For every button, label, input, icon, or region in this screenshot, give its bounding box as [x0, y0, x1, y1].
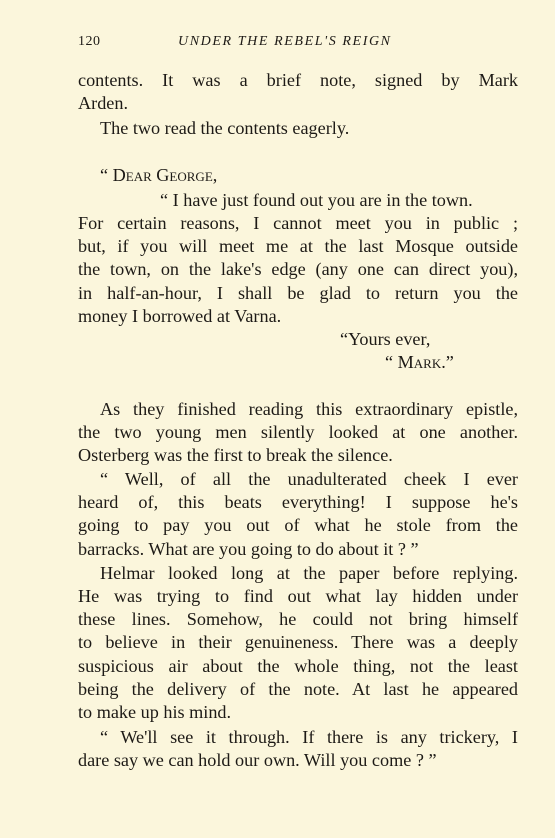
text-line: going to pay you out of what he stole from the — [78, 515, 518, 535]
text-line: these lines. Somehow, he could not bring himself — [78, 609, 518, 629]
page-header — [78, 34, 518, 56]
letter-signature: “ Mark.” — [385, 352, 454, 372]
page-number: 120 — [78, 34, 101, 49]
text-line: barracks. What are you going to do about it ? ” — [78, 539, 419, 559]
text-line: “ I have just found out you are in the town. — [160, 190, 473, 210]
text-line: but, if you will meet me at the last Mosque outside — [78, 236, 518, 256]
text-line: to believe in their genuineness. There was a deeply — [78, 632, 518, 652]
text-line: “ Well, of all the unadulterated cheek I ever — [100, 469, 518, 489]
text-line: Helmar looked long at the paper before replying. — [100, 563, 518, 583]
text-line: Arden. — [78, 93, 128, 113]
text-line: He was trying to find out what lay hidden under — [78, 586, 518, 606]
letter-closing: “Yours ever, — [340, 329, 431, 349]
text-line: the two young men silently looked at one another. — [78, 422, 518, 442]
text-line: contents. It was a brief note, signed by Mark — [78, 70, 518, 90]
text-line: suspicious air about the whole thing, not the least — [78, 656, 518, 676]
text-line: Osterberg was the first to break the silence. — [78, 445, 393, 465]
text-line: The two read the contents eagerly. — [100, 118, 350, 138]
text-line: For certain reasons, I cannot meet you in public ; — [78, 213, 518, 233]
text-line: being the delivery of the note. At last he appeared — [78, 679, 518, 699]
text-line: to make up his mind. — [78, 702, 232, 722]
text-line: heard of, this beats everything! I suppose he's — [78, 492, 518, 512]
text-line: “ We'll see it through. If there is any trickery, I — [100, 727, 518, 747]
text-line: As they finished reading this extraordinary epistle, — [100, 399, 518, 419]
text-line: money I borrowed at Varna. — [78, 306, 282, 326]
letter-salutation: “ Dear George, — [100, 165, 218, 185]
text-line: in half-an-hour, I shall be glad to return you the — [78, 283, 518, 303]
text-line: the town, on the lake's edge (any one can direct you), — [78, 259, 518, 279]
text-line: dare say we can hold our own. Will you come ? ” — [78, 750, 437, 770]
running-title: UNDER THE REBEL'S REIGN — [178, 34, 392, 49]
